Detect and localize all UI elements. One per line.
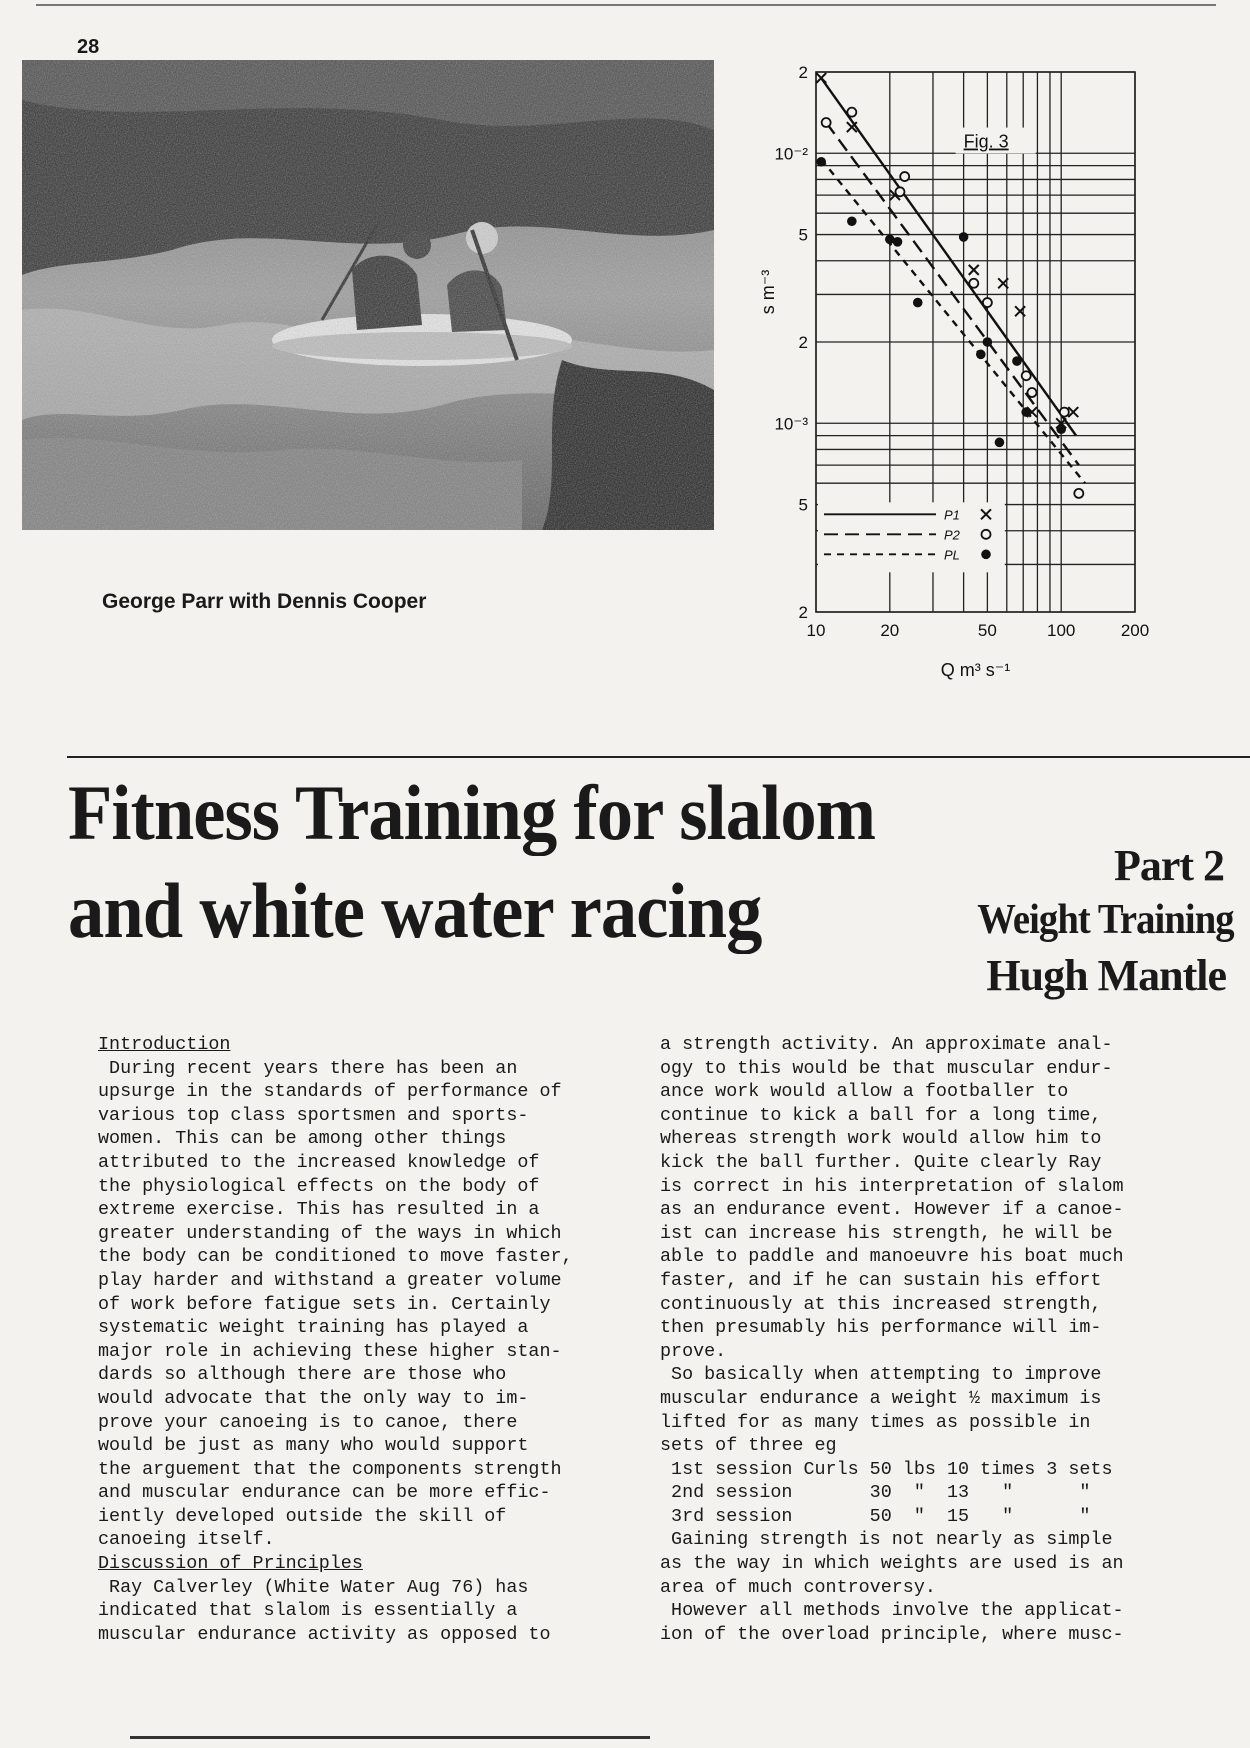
y-tick-label: 2 [798, 603, 808, 622]
data-point-pl [976, 350, 986, 360]
x-axis-label: Q m³ s⁻¹ [940, 660, 1011, 680]
body-line: as an endurance event. However if a canoe- [660, 1199, 1124, 1221]
y-axis-label: s m⁻³ [758, 269, 778, 315]
data-point-pl [816, 157, 826, 167]
body-column-left [98, 1033, 573, 1646]
body-line: ogy to this would be that muscular endur- [660, 1057, 1113, 1079]
y-tick-label: 10⁻³ [774, 414, 808, 434]
body-line: muscular endurance a weight ½ maximum is [660, 1387, 1102, 1409]
y-tick-label: 2 [798, 333, 808, 352]
x-tick-label: 20 [880, 621, 900, 640]
x-tick-label: 100 [1047, 621, 1076, 640]
body-line: Discussion of Principles [98, 1553, 363, 1575]
body-line: able to paddle and manoeuvre his boat much [660, 1246, 1124, 1268]
body-line: various top class sportsmen and sports- [98, 1104, 529, 1126]
data-point-pl [983, 337, 993, 347]
body-line: upsurge in the standards of performance of [98, 1081, 562, 1103]
data-point-pl [893, 237, 903, 247]
data-point-p2 [983, 298, 992, 307]
body-line: women. This can be among other things [98, 1128, 507, 1150]
body-line: 2nd session 30 " 13 " " [660, 1482, 1091, 1504]
legend-marker [981, 550, 991, 560]
data-point-pl [913, 298, 923, 308]
body-line: ance work would allow a footballer to [660, 1081, 1069, 1103]
body-line: systematic weight training has played a [98, 1317, 529, 1339]
data-point-pl [1021, 407, 1031, 417]
body-line: Introduction [98, 1034, 231, 1055]
data-point-pl [1056, 424, 1066, 434]
legend-label: PL [944, 547, 960, 563]
data-point-p2 [969, 279, 978, 288]
body-line: During recent years there has been an [98, 1057, 518, 1079]
data-point-pl [1012, 356, 1022, 366]
data-point-p1 [969, 265, 979, 275]
body-line: and muscular endurance can be more effic- [98, 1482, 551, 1504]
body-line: Ray Calverley (White Water Aug 76) has [98, 1576, 529, 1598]
top-rule [36, 4, 1216, 6]
body-line: would advocate that the only way to im- [98, 1387, 529, 1409]
body-line: canoeing itself. [98, 1529, 275, 1551]
y-tick-label: 5 [798, 225, 808, 245]
body-line: muscular endurance activity as opposed to [98, 1623, 551, 1645]
data-point-p2 [1022, 371, 1031, 380]
body-line: However all methods involve the applicat- [660, 1600, 1124, 1622]
body-line: indicated that slalom is essentially a [98, 1600, 518, 1622]
headline-line-2: and white water racing [68, 867, 762, 954]
data-point-p2 [1060, 408, 1069, 417]
data-point-p1 [1068, 407, 1078, 417]
body-line: faster, and if he can sustain his effort [660, 1269, 1102, 1291]
body-line: the arguement that the components strength [98, 1458, 562, 1480]
x-tick-label: 10 [806, 621, 826, 640]
article-subtitle: Weight Training [977, 897, 1234, 943]
body-line: 1st session Curls 50 lbs 10 times 3 sets [660, 1458, 1113, 1480]
body-line: the body can be conditioned to move faster, [98, 1246, 573, 1268]
x-tick-label: 50 [977, 621, 997, 640]
body-line: major role in achieving these higher stan- [98, 1340, 562, 1362]
body-line: whereas strength work would allow him to [660, 1128, 1102, 1150]
title-rule [67, 756, 1250, 758]
fit-line-pl [821, 159, 1085, 483]
body-line: would be just as many who would support [98, 1435, 529, 1457]
data-point-p2 [895, 187, 904, 196]
y-tick-label: 5 [798, 495, 808, 515]
body-line: sets of three eg [660, 1435, 837, 1457]
body-line: of work before fatigue sets in. Certainly [98, 1293, 551, 1315]
body-line: play harder and withstand a greater volume [98, 1269, 562, 1291]
body-line: So basically when attempting to improve [660, 1364, 1102, 1386]
data-point-pl [847, 216, 857, 226]
data-point-pl [959, 232, 969, 242]
body-line: a strength activity. An approximate anal- [660, 1034, 1113, 1055]
part-label: Part 2 [1113, 841, 1224, 890]
legend-marker [982, 530, 991, 539]
page-number: 28 [77, 36, 100, 58]
body-line: the physiological effects on the body of [98, 1175, 540, 1197]
body-line: greater understanding of the ways in which [98, 1222, 562, 1244]
legend-background [818, 502, 1005, 572]
body-line: lifted for as many times as possible in [660, 1411, 1091, 1433]
body-line: 3rd session 50 " 15 " " [660, 1505, 1091, 1527]
legend-label: P1 [944, 507, 960, 523]
body-line: Gaining strength is not nearly as simple [660, 1529, 1113, 1551]
y-tick-label: 10⁻² [774, 144, 808, 164]
data-point-p2 [847, 108, 856, 117]
body-column-right [660, 1033, 1124, 1646]
body-line: area of much controversy. [660, 1576, 936, 1598]
data-point-p1 [816, 73, 826, 83]
author-name: Hugh Mantle [986, 951, 1226, 1000]
body-line: prove your canoeing is to canoe, there [98, 1411, 518, 1433]
data-point-p2 [1027, 388, 1036, 397]
legend-label: P2 [944, 527, 960, 543]
body-line: attributed to the increased knowledge of [98, 1151, 540, 1173]
body-line: continue to kick a ball for a long time, [660, 1104, 1102, 1126]
body-line: is correct in his interpretation of slalom [660, 1175, 1124, 1197]
body-line: kick the ball further. Quite clearly Ray [660, 1151, 1102, 1173]
body-line: dards so although there are those who [98, 1364, 507, 1386]
headline-line-1: Fitness Training for slalom [68, 769, 876, 856]
body-line: ion of the overload principle, where musc- [660, 1623, 1124, 1645]
body-line: continuously at this increased strength, [660, 1293, 1102, 1315]
kayak-photo [22, 60, 714, 530]
bottom-rule [130, 1736, 650, 1739]
body-line: then presumably his performance will im- [660, 1317, 1102, 1339]
body-line: iently developed outside the skill of [98, 1505, 507, 1527]
data-point-pl [995, 438, 1005, 448]
data-point-p2 [900, 172, 909, 181]
body-line: extreme exercise. This has resulted in a [98, 1199, 540, 1221]
y-tick-label: 2 [798, 63, 808, 82]
x-tick-label: 200 [1120, 621, 1150, 640]
body-line: prove. [660, 1340, 727, 1362]
fig-3-chart [740, 60, 1210, 745]
chart-title: Fig. 3 [963, 131, 1009, 152]
body-line: as the way in which weights are used is an [660, 1553, 1124, 1575]
data-point-p2 [822, 118, 831, 127]
body-line: ist can increase his strength, he will be [660, 1222, 1113, 1244]
photo-caption: George Parr with Dennis Cooper [102, 590, 427, 613]
data-point-p2 [1074, 489, 1083, 498]
